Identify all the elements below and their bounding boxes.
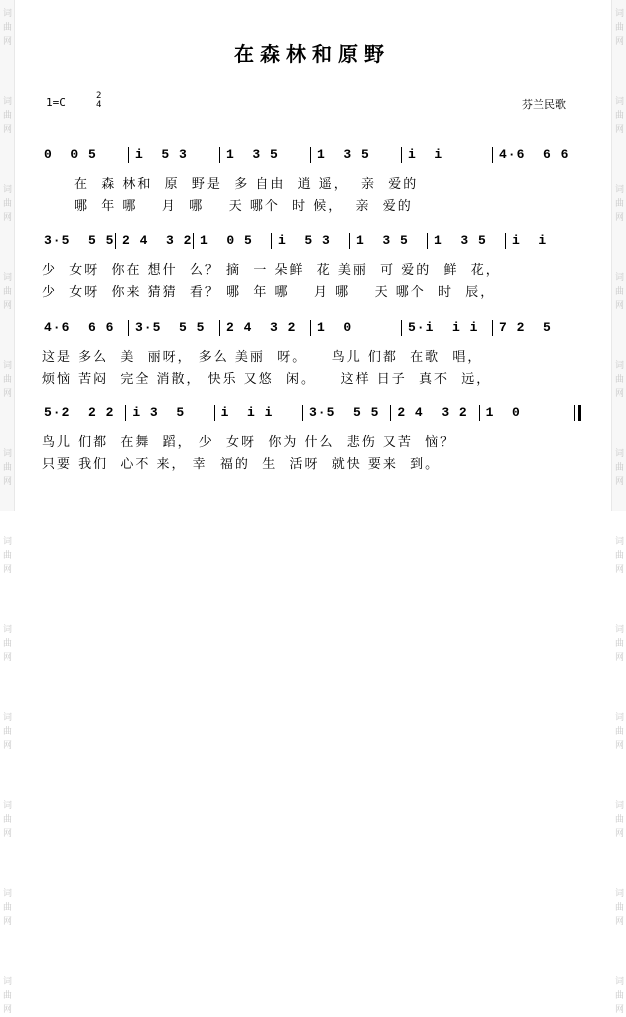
watermark-char: 网 (614, 125, 624, 135)
watermark-char: 曲 (2, 375, 12, 385)
barline (349, 233, 350, 249)
watermark-char: 曲 (614, 815, 624, 825)
measure-notes: 2 4 3 2 (122, 233, 193, 248)
watermark-char: 词 (614, 889, 624, 899)
lyric-line-verse-1: 鸟儿 们都 在舞 蹈， 少 女呀 你为 什么 悲伤 又苦 恼？ (42, 435, 456, 450)
watermark-char: 网 (614, 213, 624, 223)
watermark-char: 曲 (2, 199, 12, 209)
watermark-char: 网 (2, 301, 12, 311)
watermark-char: 网 (2, 477, 12, 487)
time-signature (96, 92, 101, 110)
watermark-char: 词 (2, 977, 12, 987)
watermark-char: 网 (2, 741, 12, 751)
barline (128, 320, 129, 336)
lyric-line-verse-2: 烦恼 苦闷 完全 消散， 快乐 又悠 闲。 这样 日子 真不 远， (42, 372, 492, 387)
barline (310, 147, 311, 163)
watermark-char: 曲 (614, 23, 624, 33)
watermark-char: 曲 (2, 815, 12, 825)
barline (401, 320, 402, 336)
watermark-char: 词 (614, 537, 624, 547)
barline (492, 320, 493, 336)
watermark-char: 曲 (614, 463, 624, 473)
lyric-line-verse-2: 哪 年 哪 月 哪 天 哪个 时 候， 亲 爱的 (74, 199, 413, 214)
watermark-char: 网 (614, 565, 624, 575)
watermark-char: 词 (614, 273, 624, 283)
lyric-line-verse-1: 这是 多么 美 丽呀， 多么 美丽 呀。 鸟儿 们都 在歌 唱， (42, 350, 483, 365)
measure-notes: 7 2 5 (499, 320, 552, 335)
measure-notes: 1 3 5 (317, 147, 370, 162)
barline (128, 147, 129, 163)
watermark-char: 曲 (614, 199, 624, 209)
watermark-char: 网 (614, 917, 624, 927)
left-watermark-strip (0, 0, 15, 1015)
watermark-char: 词 (2, 185, 12, 195)
barline (219, 147, 220, 163)
watermark-char: 网 (2, 389, 12, 399)
measure-notes: i i (408, 147, 444, 162)
watermark-char: 网 (2, 653, 12, 663)
barline (302, 405, 303, 421)
measure-notes: i 3 5 (132, 405, 186, 420)
barline (271, 233, 272, 249)
lyric-line-verse-1: 少 女呀 你在 想什 么？ 摘 一 朵鲜 花 美丽 可 爱的 鲜 花， (42, 263, 501, 278)
watermark-char: 曲 (2, 991, 12, 1001)
measure-notes: 0 0 5 (44, 147, 97, 162)
measure-notes: 1 3 5 (356, 233, 409, 248)
watermark-char: 曲 (614, 639, 624, 649)
barline (505, 233, 506, 249)
song-title: 在森林和原野 (234, 42, 390, 66)
watermark-char: 曲 (614, 903, 624, 913)
measure-notes: 1 0 5 (200, 233, 253, 248)
barline (492, 147, 493, 163)
measure-notes: i 5 3 (135, 147, 188, 162)
barline (214, 405, 215, 421)
barline (401, 147, 402, 163)
barline (115, 233, 116, 249)
watermark-char: 曲 (2, 463, 12, 473)
measure-notes: i 5 3 (278, 233, 331, 248)
watermark-char: 网 (2, 917, 12, 927)
measure-notes: 1 3 5 (226, 147, 279, 162)
watermark-char: 网 (614, 1005, 624, 1015)
time-signature-top: 2 (96, 91, 102, 101)
time-signature-bottom: 4 (96, 100, 102, 110)
watermark-char: 曲 (2, 727, 12, 737)
measure-notes: 2 4 3 2 (226, 320, 297, 335)
measure-notes: 3·5 5 5 (309, 405, 380, 420)
final-barline-thick (578, 405, 581, 421)
measure-notes: 4·6 6 6 (499, 147, 570, 162)
watermark-char: 词 (2, 273, 12, 283)
measure-notes: 2 4 3 2 (397, 405, 468, 420)
watermark-char: 词 (2, 801, 12, 811)
watermark-char: 曲 (614, 551, 624, 561)
measure-notes: 4·6 6 6 (44, 320, 115, 335)
watermark-char: 词 (2, 625, 12, 635)
measure-notes: i i (512, 233, 548, 248)
score-page (18, 0, 606, 511)
measure-notes: 1 3 5 (434, 233, 487, 248)
watermark-char: 词 (614, 449, 624, 459)
barline (193, 233, 194, 249)
watermark-char: 词 (614, 977, 624, 987)
song-origin: 芬兰民歌 (522, 98, 566, 111)
watermark-char: 网 (614, 653, 624, 663)
watermark-char: 网 (614, 301, 624, 311)
watermark-char: 词 (614, 97, 624, 107)
measure-notes: 1 0 (317, 320, 353, 335)
watermark-char: 曲 (614, 375, 624, 385)
barline (479, 405, 480, 421)
final-barline-thin (574, 405, 575, 421)
watermark-char: 网 (2, 37, 12, 47)
watermark-char: 网 (2, 565, 12, 575)
watermark-char: 曲 (2, 23, 12, 33)
watermark-char: 曲 (2, 903, 12, 913)
watermark-char: 词 (2, 361, 12, 371)
watermark-char: 曲 (2, 111, 12, 121)
watermark-char: 词 (2, 449, 12, 459)
watermark-char: 网 (2, 1005, 12, 1015)
lyric-line-verse-2: 只要 我们 心不 来， 幸 福的 生 活呀 就快 要来 到。 (42, 457, 441, 472)
watermark-char: 词 (2, 537, 12, 547)
watermark-char: 曲 (614, 287, 624, 297)
watermark-char: 网 (614, 477, 624, 487)
right-watermark-strip (611, 0, 626, 1015)
watermark-char: 网 (2, 213, 12, 223)
watermark-char: 曲 (2, 287, 12, 297)
barline (427, 233, 428, 249)
measure-notes: 3·5 5 5 (135, 320, 206, 335)
watermark-char: 词 (2, 713, 12, 723)
watermark-char: 词 (614, 625, 624, 635)
measure-notes: 5·2 2 2 (44, 405, 115, 420)
watermark-char: 词 (614, 185, 624, 195)
barline (125, 405, 126, 421)
watermark-char: 词 (614, 801, 624, 811)
measure-notes: 3·5 5 5 (44, 233, 115, 248)
watermark-char: 网 (2, 125, 12, 135)
watermark-char: 词 (614, 9, 624, 19)
barline (390, 405, 391, 421)
watermark-char: 词 (614, 361, 624, 371)
barline (219, 320, 220, 336)
watermark-char: 网 (614, 741, 624, 751)
measure-notes: 5·i i i (408, 320, 479, 335)
watermark-char: 词 (2, 97, 12, 107)
watermark-char: 词 (2, 9, 12, 19)
watermark-char: 网 (614, 389, 624, 399)
watermark-char: 网 (2, 829, 12, 839)
watermark-char: 曲 (2, 639, 12, 649)
key-signature: 1=C (46, 96, 66, 109)
watermark-char: 网 (614, 37, 624, 47)
watermark-char: 曲 (614, 991, 624, 1001)
watermark-char: 词 (2, 889, 12, 899)
watermark-char: 词 (614, 713, 624, 723)
lyric-line-verse-2: 少 女呀 你来 猜猜 看？ 哪 年 哪 月 哪 天 哪个 时 辰， (42, 285, 496, 300)
watermark-char: 网 (614, 829, 624, 839)
measure-notes: i i i (220, 405, 274, 420)
lyric-line-verse-1: 在 森 林和 原 野是 多 自由 逍 遥， 亲 爱的 (74, 177, 419, 192)
watermark-char: 曲 (614, 111, 624, 121)
watermark-char: 曲 (614, 727, 624, 737)
measure-notes: 1 0 (485, 405, 521, 420)
watermark-char: 曲 (2, 551, 12, 561)
barline (310, 320, 311, 336)
